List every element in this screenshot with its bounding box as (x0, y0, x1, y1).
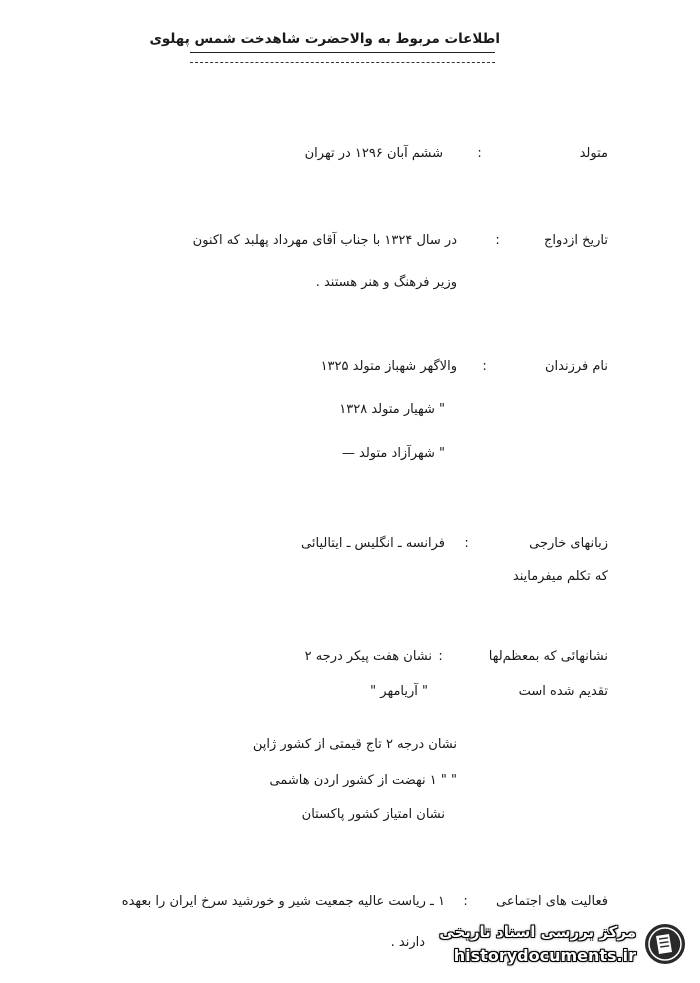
document-seal-icon (642, 921, 688, 967)
marriage-label: تاریخ ازدواج (544, 233, 608, 248)
languages-label: زبانهای خارجی (529, 536, 608, 551)
languages-colon: : (464, 536, 469, 551)
header-title: اطلاعات مربوط به والاحضرت شاهدخت شمس پهلوی (149, 31, 500, 47)
social-value-line2: دارند . (390, 935, 425, 950)
marriage-colon: : (495, 233, 500, 248)
decoration-item: " " ۱ نهضت از کشور اردن هاشمی (269, 773, 457, 788)
header-underline-dashed (190, 62, 495, 63)
watermark-url: historydocuments.ir (453, 946, 636, 965)
decoration-item: نشان درجه ۲ تاج قیمتی از کشور ژاپن (252, 737, 457, 752)
social-colon: : (463, 894, 468, 909)
marriage-value-line1: در سال ۱۳۲۴ با جناب آقای مهرداد پهلبد که اکنون (192, 233, 457, 248)
decoration-item: نشان امتیاز کشور پاکستان (301, 807, 445, 822)
languages-value-line2: که تکلم میفرمایند (512, 569, 608, 584)
marriage-value-line2: وزیر فرهنگ و هنر هستند . (315, 275, 457, 290)
child-row: " شهرآزاد متولد — (341, 446, 445, 461)
watermark (420, 917, 690, 975)
decoration-item: " آریامهر " (370, 684, 428, 699)
decorations-label-line2: تقدیم شده است (518, 684, 608, 699)
child-row: والاگهر شهباز متولد ۱۳۲۵ (320, 359, 457, 374)
social-label: فعالیت های اجتماعی (496, 894, 608, 909)
languages-value-line1: فرانسه ـ انگلیس ـ ایتالیائی (301, 536, 445, 551)
birth-colon: : (477, 146, 482, 161)
decorations-colon: : (438, 649, 443, 664)
children-label: نام فرزندان (544, 359, 608, 374)
social-value-line1: ۱ ـ ریاست عالیه جمعیت شیر و خورشید سرخ ایران را بعهده (121, 894, 445, 909)
children-colon: : (482, 359, 487, 374)
watermark-title: مرکز بررسی اسناد تاریخی (439, 923, 636, 941)
decoration-item: نشان هفت پیکر درجه ۲ (304, 649, 432, 664)
header-underline (190, 52, 495, 53)
child-row: " شهیار متولد ۱۳۲۸ (339, 402, 445, 417)
birth-value: ششم آبان ۱۲۹۶ در تهران (304, 146, 443, 161)
decorations-label-line1: نشانهائی که بمعظم‌لها (488, 649, 608, 664)
birth-label: متولد (579, 146, 608, 161)
